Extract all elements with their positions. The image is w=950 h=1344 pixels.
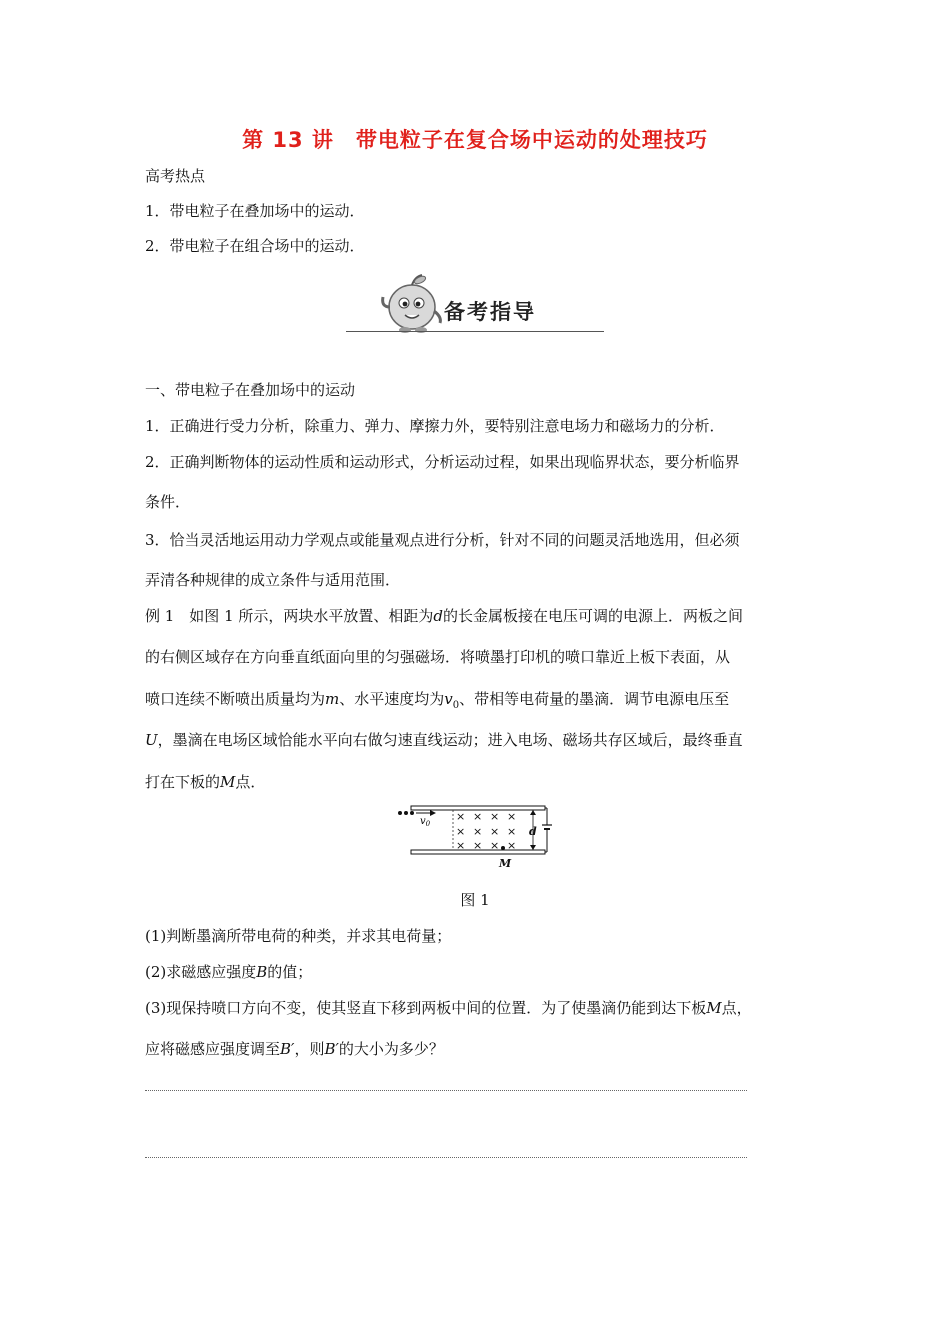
section1-heading: 一、带电粒子在叠加场中的运动: [145, 381, 356, 399]
svg-text:×: ×: [507, 825, 517, 838]
svg-text:×: ×: [473, 825, 483, 838]
question-3-cont: 应将磁感应强度调至B′，则B′的大小为多少？: [145, 1040, 444, 1058]
guide-rule: [346, 331, 604, 333]
svg-text:×: ×: [490, 839, 500, 852]
hot-item-2: 2．带电粒子在组合场中的运动．: [145, 237, 365, 255]
section1-point-3-cont: 弄清各种规律的成立条件与适用范围．: [145, 571, 401, 589]
example-line-1: 例 1 如图 1 所示，两块水平放置、相距为d的长金属板接在电压可调的电源上．两板之间: [145, 607, 744, 625]
question-2: (2)求磁感应强度B的值；: [145, 963, 313, 981]
figure-plates-diagram: [396, 805, 556, 875]
section1-point-2: 2．正确判断物体的运动性质和运动形式，分析运动过程，如果出现临界状态，要分析临界: [145, 453, 740, 471]
guide-label: 备考指导: [444, 300, 536, 324]
answer-line-1[interactable]: [145, 1090, 747, 1091]
svg-text:×: ×: [490, 810, 500, 823]
example-line-5: 打在下板的M点．: [145, 773, 266, 791]
page-title: 第 13 讲 带电粒子在复合场中运动的处理技巧: [242, 128, 708, 152]
d-label: d: [529, 825, 537, 838]
svg-text:×: ×: [473, 810, 483, 823]
example-line-4: U，墨滴在电场区域恰能水平向右做匀速直线运动；进入电场、磁场共存区域后，最终垂直: [145, 731, 743, 749]
figure-caption: 图 1: [460, 891, 490, 909]
svg-text:×: ×: [456, 810, 466, 823]
svg-text:×: ×: [473, 839, 483, 852]
answer-line-2[interactable]: [145, 1157, 747, 1158]
svg-text:×: ×: [456, 825, 466, 838]
hot-item-1: 1．带电粒子在叠加场中的运动．: [145, 202, 365, 220]
question-3: (3)现保持喷口方向不变，使其竖直下移到两板中间的位置．为了使墨滴仍能到达下板M点，: [145, 999, 752, 1017]
mascot-icon: [368, 273, 456, 335]
svg-text:×: ×: [456, 839, 466, 852]
svg-text:×: ×: [490, 825, 500, 838]
question-1: (1)判断墨滴所带电荷的种类，并求其电荷量；: [145, 927, 452, 945]
section1-point-1: 1．正确进行受力分析，除重力、弹力、摩擦力外，要特别注意电场力和磁场力的分析．: [145, 417, 725, 435]
guide-banner: [346, 273, 604, 335]
svg-text:×: ×: [507, 839, 517, 852]
example-line-3: 喷口连续不断喷出质量均为m、水平速度均为$v_0$、带相等电荷量的墨滴．调节电源电压至: [145, 690, 730, 711]
svg-text:×: ×: [507, 810, 517, 823]
v0-label: $v_0$: [420, 816, 431, 828]
section1-point-3: 3．恰当灵活地运用动力学观点或能量观点进行分析，针对不同的问题灵活地选用，但必须: [145, 531, 740, 549]
m-label: M: [499, 857, 512, 870]
section1-point-2-cont: 条件．: [145, 493, 191, 511]
hot-heading: 高考热点: [145, 167, 206, 185]
example-line-2: 的右侧区域存在方向垂直纸面向里的匀强磁场．将喷墨打印机的喷口靠近上板下表面，从: [145, 648, 731, 666]
